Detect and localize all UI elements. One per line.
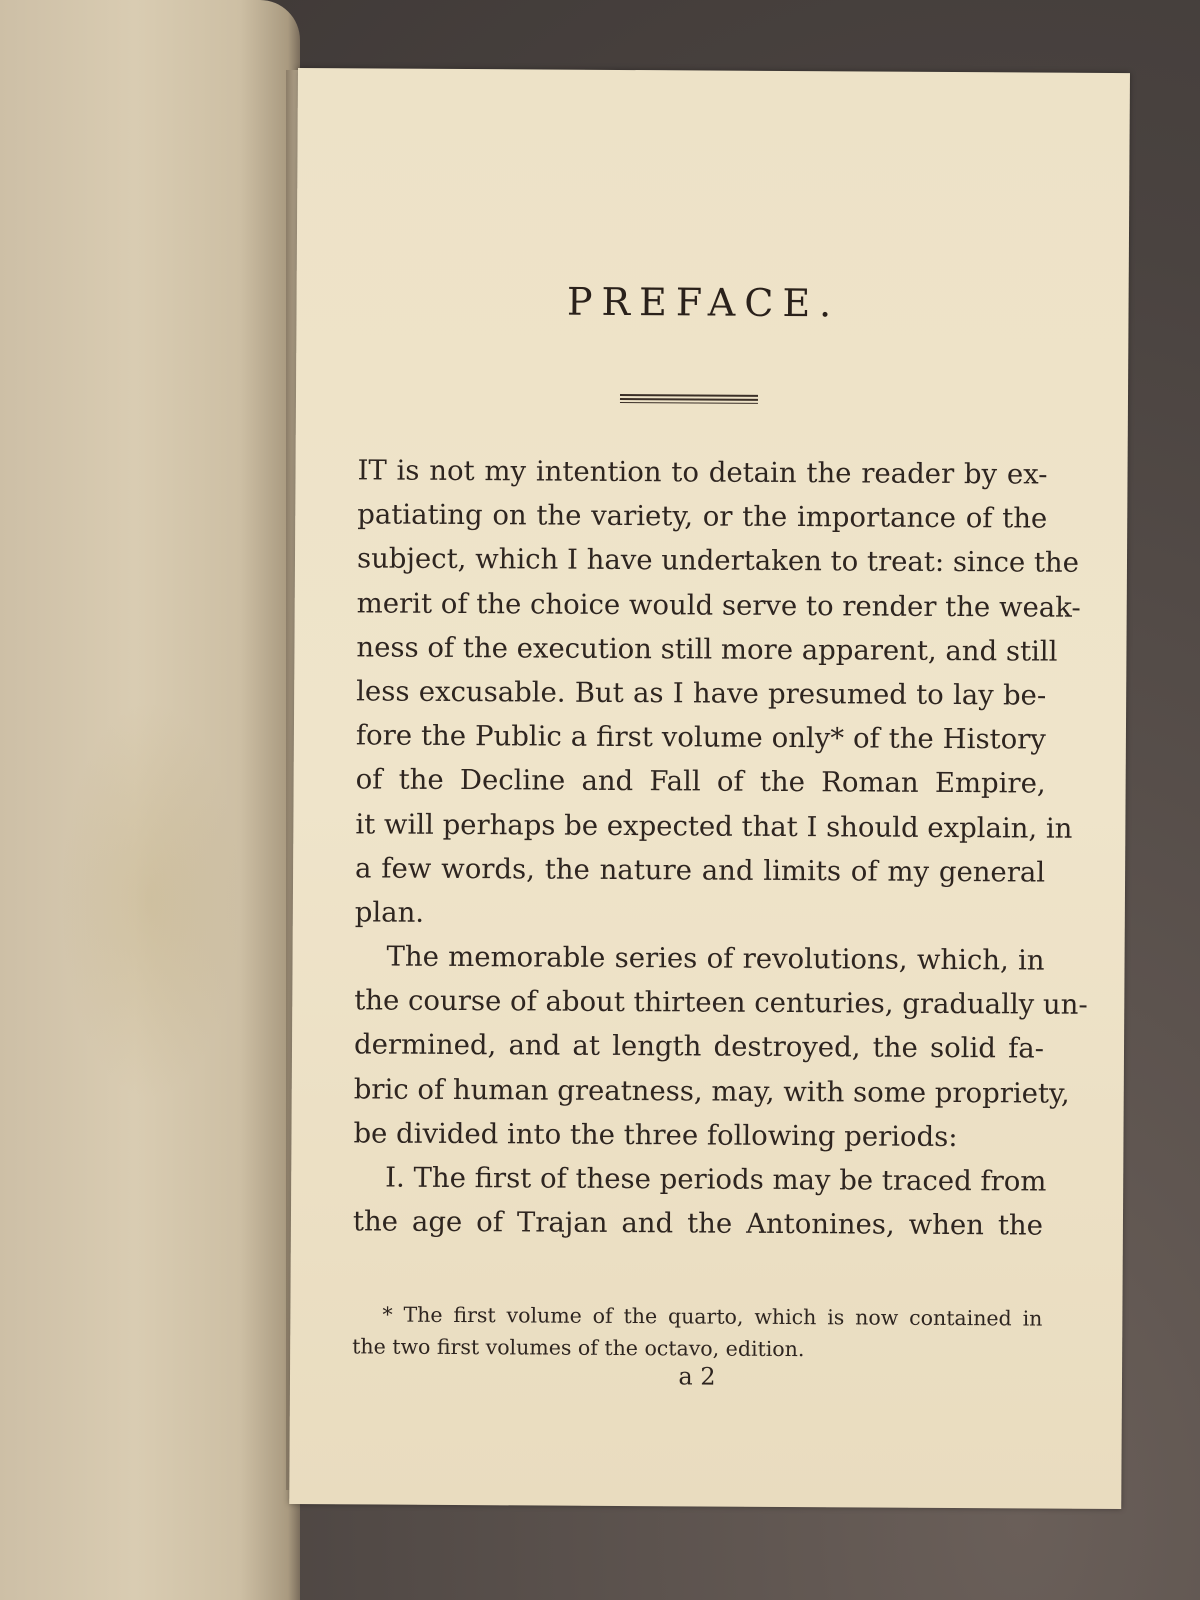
- text-line: of the Decline and Fall of the Roman Empire,: [355, 763, 1046, 800]
- left-page-edge: [0, 0, 300, 1600]
- footnote: [352, 1298, 1042, 1366]
- page-heading: PREFACE.: [566, 279, 841, 326]
- text-line: subject, which I have undertaken to treat: since the: [356, 542, 1080, 580]
- text-line: it will perhaps be expected that I should explain, in: [355, 807, 1073, 845]
- text-line: plan.: [354, 896, 425, 929]
- ornamental-rule: [620, 392, 758, 403]
- rule-line-middle: [620, 398, 758, 401]
- text-line: the course of about thirteen centuries, gradually un-: [354, 984, 1088, 1022]
- rule-line-top: [620, 394, 758, 397]
- right-page: [289, 68, 1130, 1509]
- text-line: less excusable. But as I have presumed to lay be-: [356, 675, 1047, 712]
- text-line: merit of the choice would serve to render the weak-: [356, 586, 1081, 624]
- text-line: the age of Trajan and the Antonines, when the: [352, 1205, 1044, 1242]
- text-line: IT is not my intention to detain the reader by ex-: [357, 454, 1048, 491]
- text-line: I. The first of these periods may be traced from: [385, 1161, 1047, 1198]
- text-line: dermined, and at length destroyed, the solid fa-: [353, 1028, 1045, 1066]
- footnote-line: the two first volumes of the octavo, edition.: [352, 1334, 805, 1362]
- text-line: bric of human greatness, may, with some propriety,: [353, 1072, 1070, 1110]
- signature-mark: a 2: [678, 1362, 716, 1391]
- text-line: The memorable series of revolutions, which, in: [386, 940, 1045, 977]
- text-line: be divided into the three following periods:: [353, 1117, 958, 1153]
- footnote-line: * The first volume of the quarto, which is now contained in: [382, 1302, 1043, 1331]
- text-line: ness of the execution still more apparent, and still: [356, 631, 1058, 668]
- text-line: fore the Public a first volume only* of the History: [355, 719, 1047, 756]
- body-text: [352, 448, 1088, 1248]
- text-line: patiating on the variety, or the importance of the: [357, 498, 1048, 535]
- rule-line-bottom: [620, 402, 758, 404]
- text-line: a few words, the nature and limits of my general: [355, 852, 1046, 889]
